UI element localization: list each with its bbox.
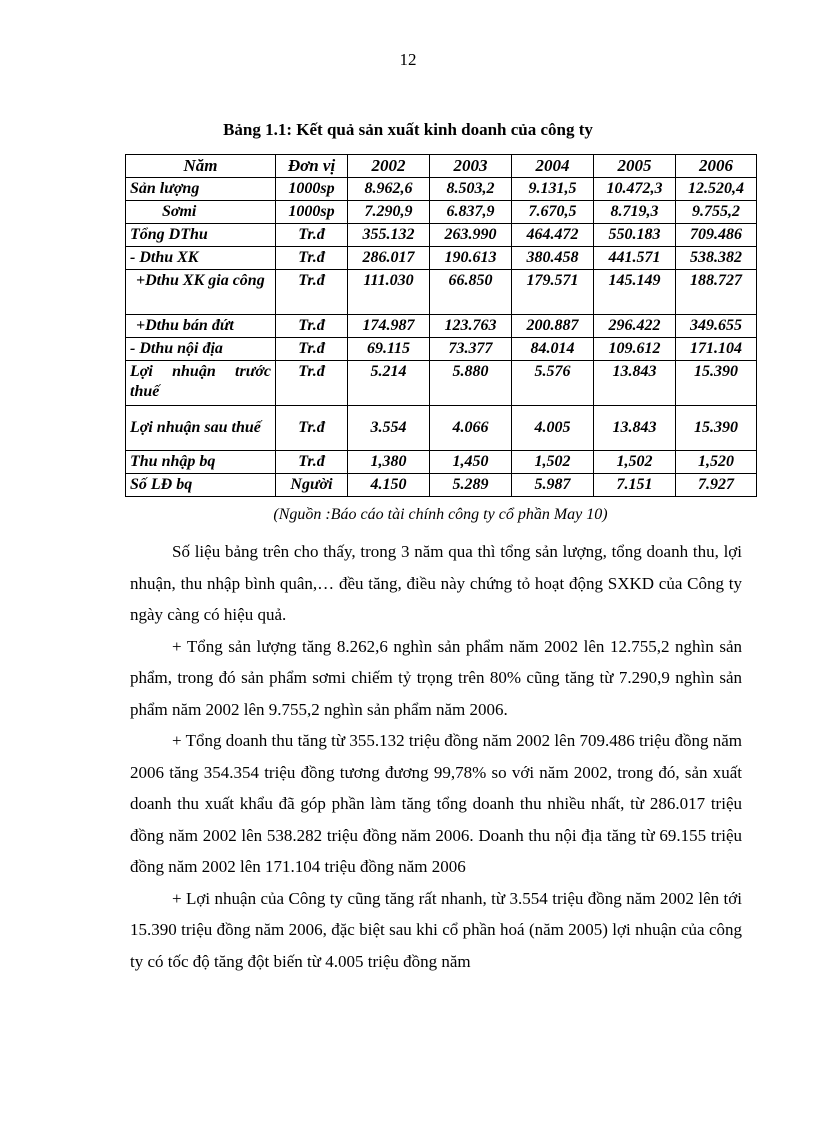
header-cell: Đơn vị (276, 155, 348, 178)
row-value: 5.987 (512, 474, 594, 497)
row-unit: Tr.đ (276, 361, 348, 406)
row-value: 709.486 (676, 224, 757, 247)
row-value: 5.576 (512, 361, 594, 406)
header-cell: 2002 (348, 155, 430, 178)
row-value: 1,502 (512, 451, 594, 474)
table-title: Bảng 1.1: Kết quả sản xuất kinh doanh của công ty (223, 120, 593, 139)
row-value: 8.503,2 (430, 178, 512, 201)
header-cell: 2005 (594, 155, 676, 178)
row-label: +Dthu bán đứt (126, 315, 276, 338)
row-value: 5.289 (430, 474, 512, 497)
table-row (126, 406, 757, 451)
paragraph: + Tổng sản lượng tăng 8.262,6 nghìn sản phẩm năm 2002 lên 12.755,2 nghìn sản phẩm, trong đó sản phẩm sơmi chiếm tỷ trọng trên 80% cũng tăng từ 7.290,9 nghìn sản phẩm năm 2002 lên 9.755,2 nghìn sản phẩm năm 2006. (130, 636, 742, 719)
row-value: 355.132 (348, 224, 430, 247)
row-label: Thu nhập bq (126, 451, 276, 474)
row-value: 200.887 (512, 315, 594, 338)
row-value: 349.655 (676, 315, 757, 338)
row-unit: Tr.đ (276, 406, 348, 451)
table-row (126, 224, 757, 247)
row-value: 10.472,3 (594, 178, 676, 201)
row-value: 538.382 (676, 247, 757, 270)
table-row (126, 270, 757, 315)
body-text (130, 536, 742, 977)
row-unit: Tr.đ (276, 451, 348, 474)
header-cell: Năm (126, 155, 276, 178)
row-value: 13.843 (594, 361, 676, 406)
row-value: 9.755,2 (676, 201, 757, 224)
row-value: 15.390 (676, 361, 757, 406)
row-value: 6.837,9 (430, 201, 512, 224)
row-value: 550.183 (594, 224, 676, 247)
paragraph: + Lợi nhuận của Công ty cũng tăng rất nhanh, từ 3.554 triệu đồng năm 2002 lên tới 15.390 triệu đồng năm 2006, đặc biệt sau khi cổ phần hoá (năm 2005) lợi nhuận của công ty có tốc độ tăng đột biến từ 4.005 triệu đồng năm (130, 888, 742, 971)
table-row (126, 451, 757, 474)
row-value: 188.727 (676, 270, 757, 315)
row-value: 66.850 (430, 270, 512, 315)
table-row (126, 201, 757, 224)
table-source-note: (Nguồn :Báo cáo tài chính công ty cổ phần May 10) (273, 506, 608, 523)
row-unit: Tr.đ (276, 224, 348, 247)
row-unit: Tr.đ (276, 338, 348, 361)
table-row (126, 361, 757, 406)
row-value: 441.571 (594, 247, 676, 270)
row-unit: Tr.đ (276, 270, 348, 315)
row-label: - Dthu nội địa (126, 338, 276, 361)
row-value: 13.843 (594, 406, 676, 451)
table-row (126, 474, 757, 497)
row-value: 109.612 (594, 338, 676, 361)
row-value: 263.990 (430, 224, 512, 247)
row-value: 1,450 (430, 451, 512, 474)
row-value: 7.151 (594, 474, 676, 497)
results-table (125, 154, 757, 497)
row-unit: Tr.đ (276, 315, 348, 338)
table-row (126, 315, 757, 338)
paragraph: Số liệu bảng trên cho thấy, trong 3 năm qua thì tổng sản lượng, tổng doanh thu, lợi nhuận, thu nhập bình quân,… đều tăng, điều này chứng tỏ hoạt động SXKD của Công ty ngày càng có hiệu quả. (130, 542, 742, 624)
row-value: 145.149 (594, 270, 676, 315)
row-value: 84.014 (512, 338, 594, 361)
paragraph: + Tổng doanh thu tăng từ 355.132 triệu đồng năm 2002 lên 709.486 triệu đồng năm 2006 tăng 354.354 triệu đồng tương đương 99,78% so với năm 2002, trong đó, sản xuất doanh thu xuất khẩu đã góp phần làm tăng tổng doanh thu nhiều nhất, từ 286.017 triệu đồng năm 2002 lên 538.282 triệu đồng năm 2006. Doanh thu nội địa tăng từ 69.155 triệu đồng năm 2002 lên 171.104 triệu đồng năm 2006 (130, 731, 742, 876)
row-unit: Người (276, 474, 348, 497)
row-value: 7.290,9 (348, 201, 430, 224)
row-value: 4.150 (348, 474, 430, 497)
row-value: 7.927 (676, 474, 757, 497)
header-cell: 2006 (676, 155, 757, 178)
page-number: 12 (399, 50, 417, 69)
row-value: 12.520,4 (676, 178, 757, 201)
row-value: 7.670,5 (512, 201, 594, 224)
row-value: 296.422 (594, 315, 676, 338)
row-value: 73.377 (430, 338, 512, 361)
row-unit: Tr.đ (276, 247, 348, 270)
row-value: 5.214 (348, 361, 430, 406)
row-value: 123.763 (430, 315, 512, 338)
row-value: 1,502 (594, 451, 676, 474)
row-label: - Dthu XK (126, 247, 276, 270)
row-value: 179.571 (512, 270, 594, 315)
row-value: 1,520 (676, 451, 757, 474)
row-label: Tổng DThu (126, 224, 276, 247)
row-value: 111.030 (348, 270, 430, 315)
row-value: 380.458 (512, 247, 594, 270)
row-value: 8.962,6 (348, 178, 430, 201)
row-label: Sản lượng (126, 178, 276, 201)
row-value: 8.719,3 (594, 201, 676, 224)
table-row (126, 178, 757, 201)
row-value: 190.613 (430, 247, 512, 270)
row-label: +Dthu XK gia công (126, 270, 276, 315)
row-value: 4.005 (512, 406, 594, 451)
row-value: 464.472 (512, 224, 594, 247)
row-label: Lợi nhuận sau thuế (126, 406, 276, 451)
row-value: 4.066 (430, 406, 512, 451)
row-label: Số LĐ bq (126, 474, 276, 497)
row-label: Sơmi (126, 201, 276, 224)
row-value: 1,380 (348, 451, 430, 474)
row-value: 286.017 (348, 247, 430, 270)
table-header-row (126, 155, 757, 178)
row-value: 69.115 (348, 338, 430, 361)
table-row (126, 247, 757, 270)
row-value: 5.880 (430, 361, 512, 406)
header-cell: 2003 (430, 155, 512, 178)
table-row (126, 338, 757, 361)
row-unit: 1000sp (276, 178, 348, 201)
row-value: 3.554 (348, 406, 430, 451)
row-value: 171.104 (676, 338, 757, 361)
header-cell: 2004 (512, 155, 594, 178)
row-unit: 1000sp (276, 201, 348, 224)
row-value: 9.131,5 (512, 178, 594, 201)
row-value: 15.390 (676, 406, 757, 451)
row-label: Lợi nhuận trước thuế (126, 361, 276, 406)
row-value: 174.987 (348, 315, 430, 338)
